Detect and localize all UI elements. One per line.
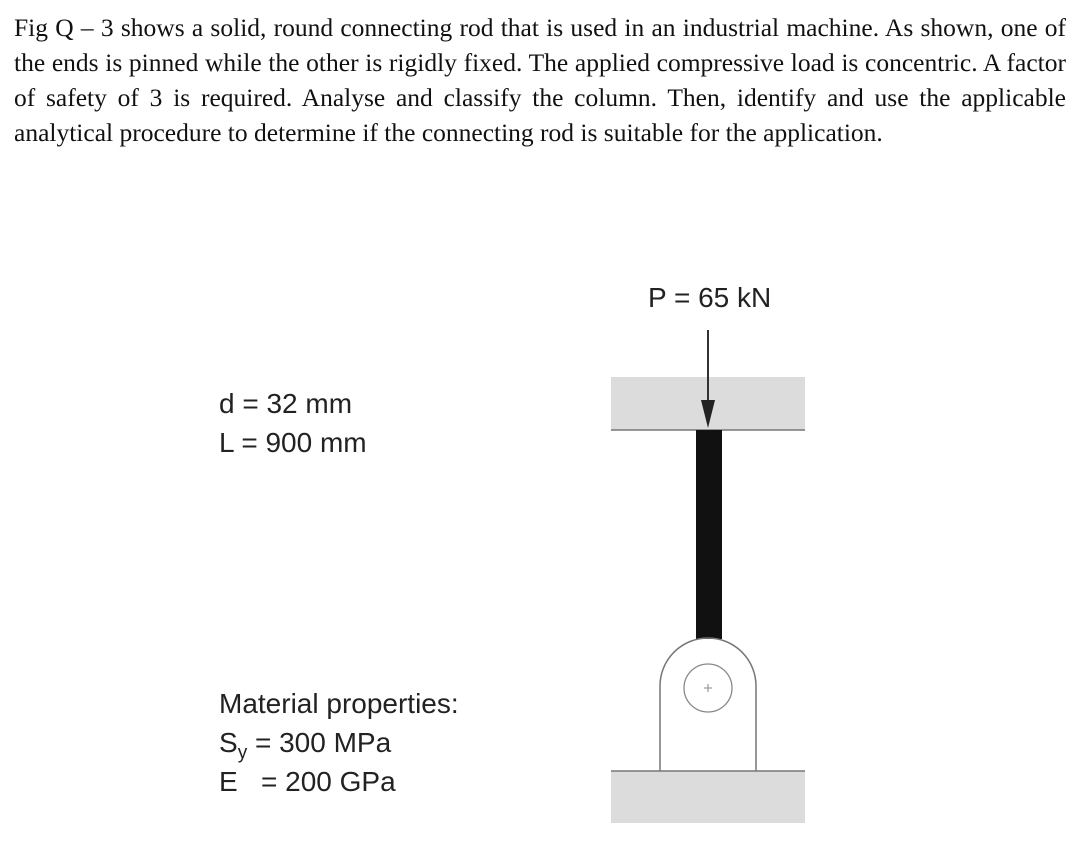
diameter-label: d = 32 mm	[219, 388, 353, 419]
question-text: Fig Q – 3 shows a solid, round connecting rod that is used in an industrial machine. As shown, one of the ends is pinned while the other is rigidly fixed. The applied compressive load is concentric. A factor of safety of 3 is required. Analyse and classify the column. Then, identify and use the applicable analytical procedure to determine if the connecting rod is suitable for the application.	[14, 13, 1066, 147]
length-label: L = 900 mm	[219, 427, 367, 458]
clevis-pin-support	[660, 638, 756, 771]
pin-center-mark	[704, 684, 712, 692]
material-heading: Material properties:	[219, 688, 459, 719]
yield-strength-label	[219, 727, 391, 765]
sy-symbol: S	[219, 727, 238, 758]
base-fixed-support	[611, 771, 805, 823]
sy-subscript: y	[237, 742, 248, 764]
sy-value: = 300 MPa	[247, 727, 392, 758]
connecting-rod	[696, 430, 722, 639]
modulus-label: E = 200 GPa	[219, 766, 396, 797]
load-label: P = 65 kN	[648, 282, 772, 313]
